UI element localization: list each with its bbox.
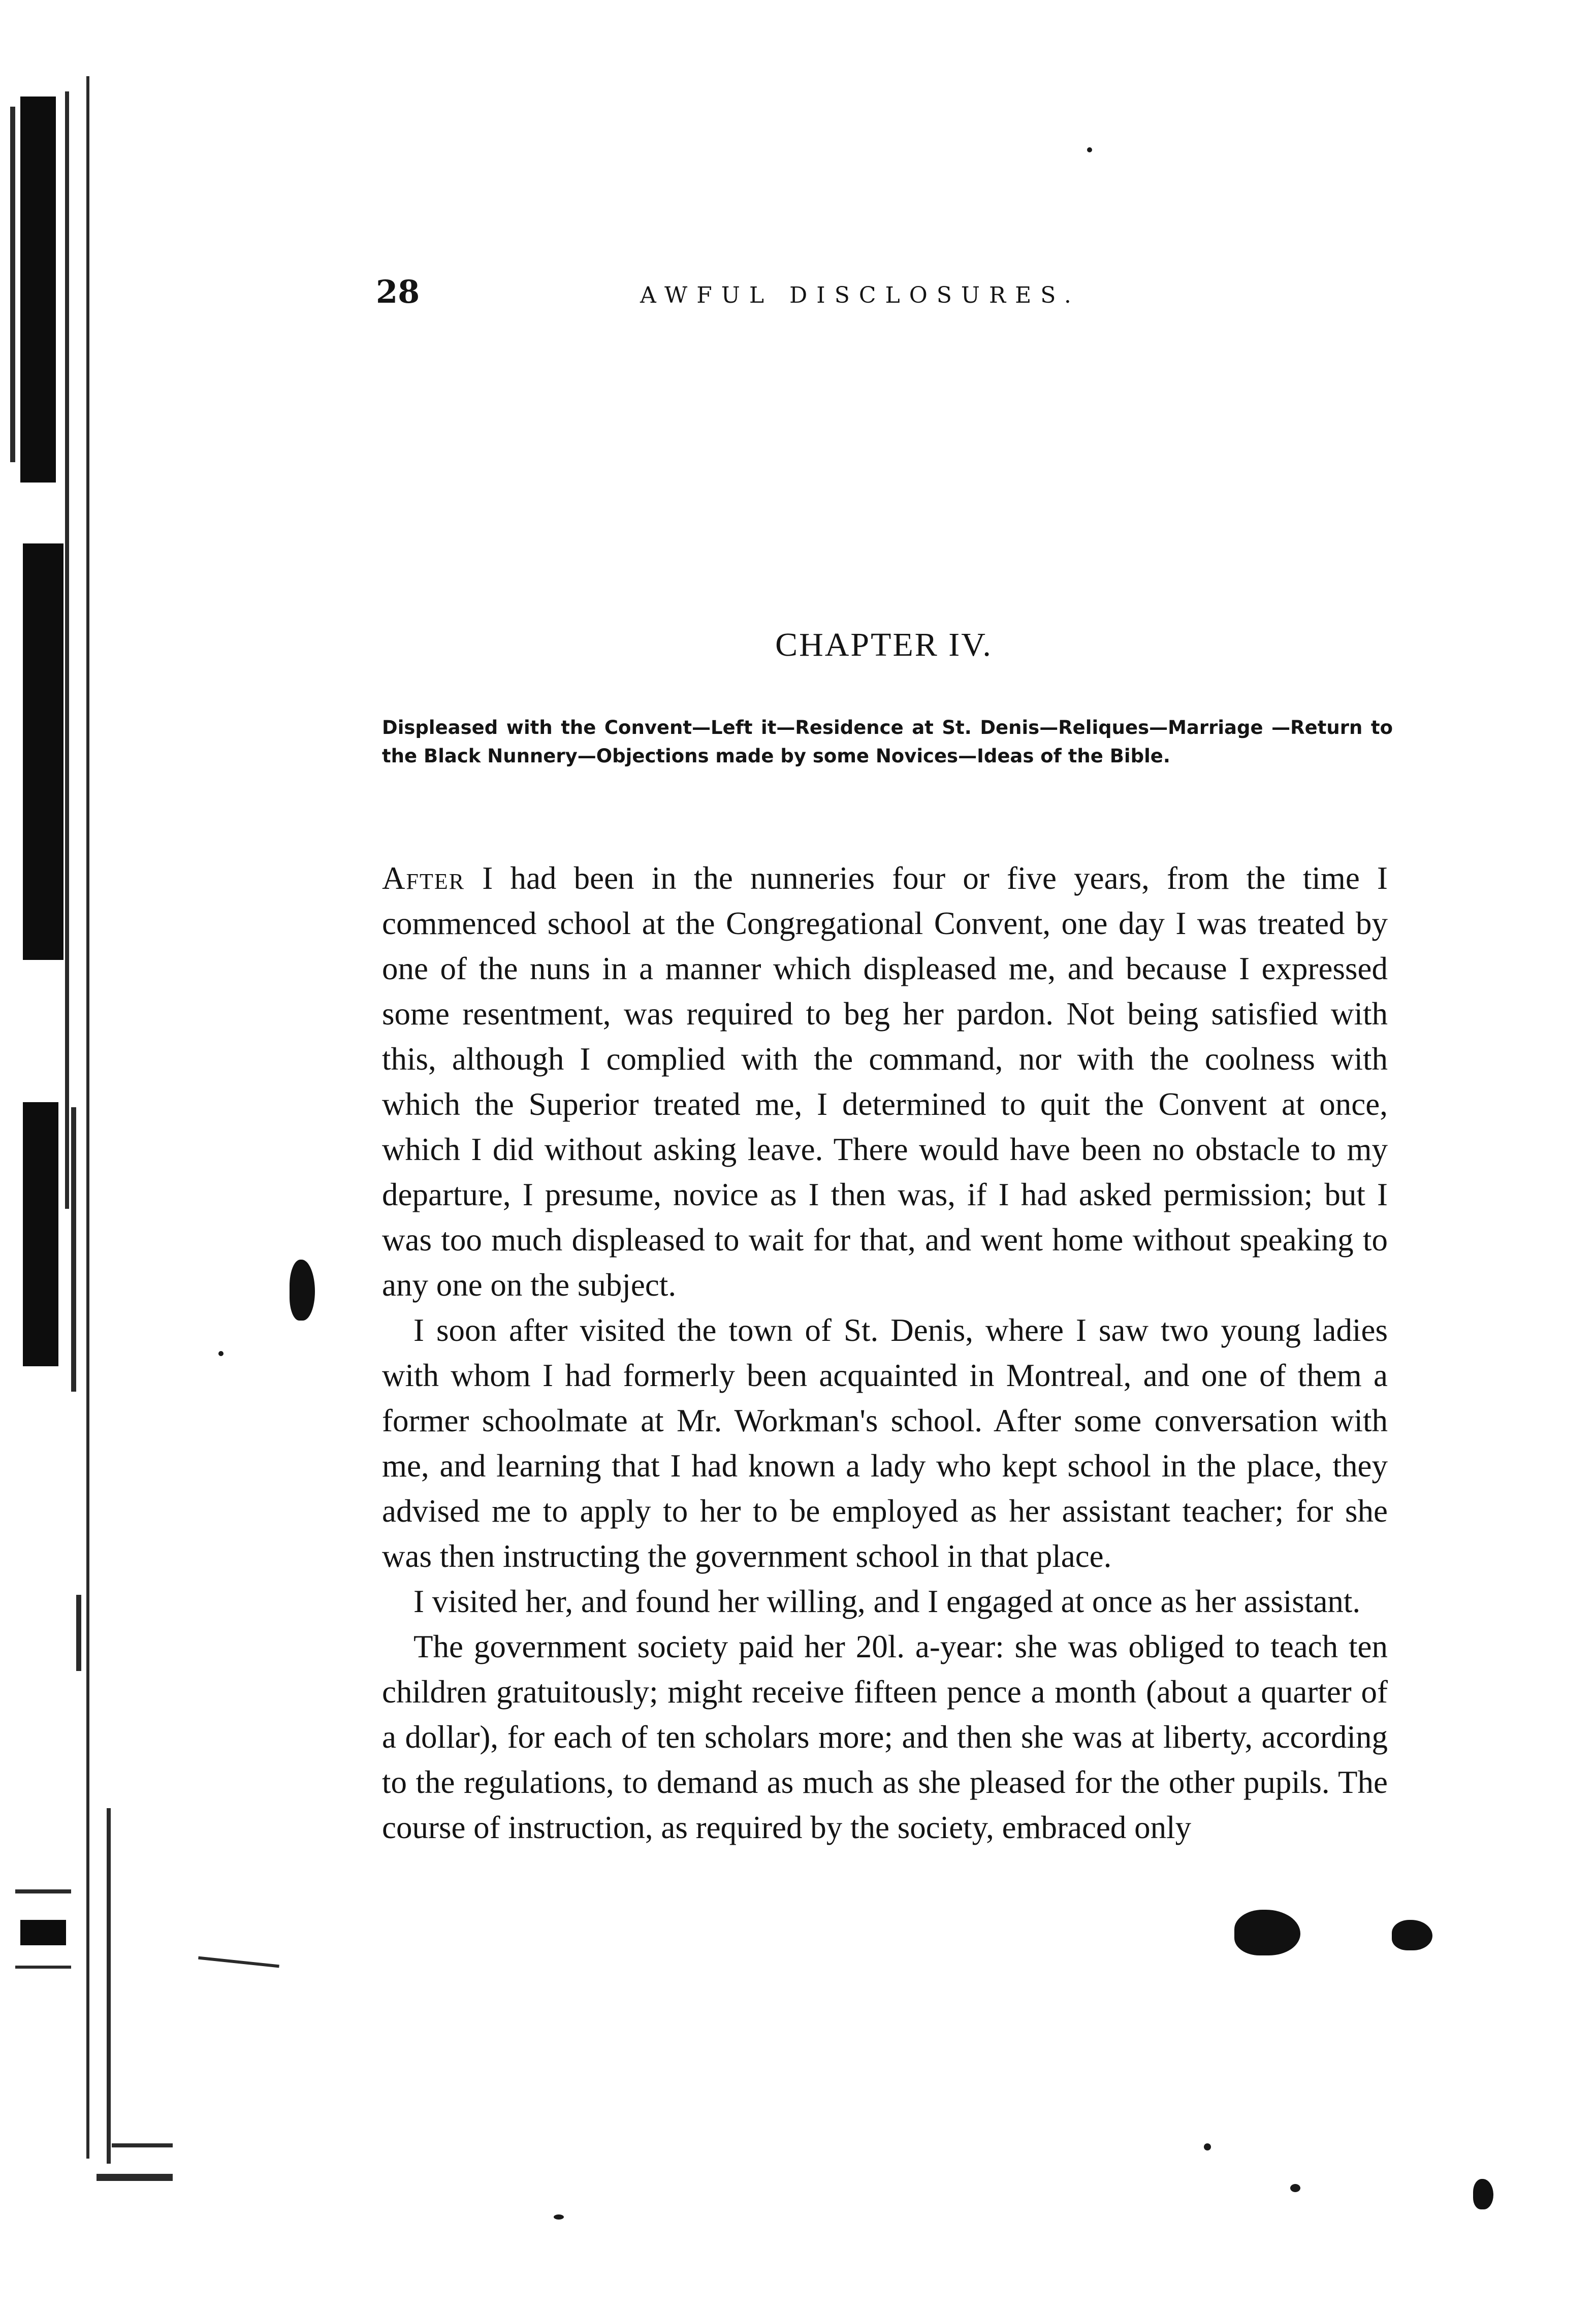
binding-line (65, 91, 69, 1209)
binding-line (10, 107, 15, 462)
paragraph (382, 856, 1388, 1308)
speck (1290, 2184, 1300, 2192)
ink-stain (1234, 1910, 1300, 1955)
binding-shadow-bar (20, 97, 56, 483)
running-head (376, 274, 1392, 320)
paragraph-text: I had been in the nunneries four or five years, from the time I commenced school at the Congregational Convent, one day I was treated by one of the nuns in a manner which displeased me, and because I expressed some resentment, was required to beg her pardon. Not being satisfied with this, although I complied with the command, nor with the coolness with which the Superior treated me, I determined to quit the Convent at once, which I did without asking leave. There would have been no obstacle to my departure, I presume, novice as I then was, if I had asked permission; but I was too much displeased to wait for that, and went home without speaking to any one on the subject. (382, 860, 1388, 1303)
binding-line (97, 2174, 173, 2181)
binding-shadow-bar (23, 543, 63, 960)
chapter-synopsis: Displeased with the Convent—Left it—Residence at St. Denis—Reliques—Marriage —Return to the Black Nunnery—Objections made by some Novices—Ideas of the Bible. (382, 717, 1393, 767)
binding-shadow-bar (23, 1102, 58, 1366)
binding-line (76, 1595, 81, 1671)
binding-line (107, 1808, 111, 2164)
paragraph-lead-word: After (382, 860, 465, 896)
binding-shadow-bar (20, 1920, 66, 1945)
speck (1087, 147, 1092, 152)
stray-mark (198, 1956, 279, 1968)
binding-line (112, 2143, 173, 2147)
paragraph: I visited her, and found her willing, and I engaged at once as her assistant. (413, 1584, 1361, 1619)
page-number: 28 (376, 273, 420, 310)
paragraph: The government society paid her 20l. a-year: she was obliged to teach ten children gratuitously; might receive fifteen pence a month (about a quarter of a dollar), for each of ten scholars more; and then she was at liberty, according to the regulations, to demand as much as she pleased for the other pupils. The course of instruction, as required by the society, embraced only (382, 1629, 1388, 1845)
speck (554, 2214, 564, 2220)
scan-binding-edge (0, 0, 183, 2313)
paragraph: I soon after visited the town of St. Denis, where I saw two young ladies with whom I had formerly been acquainted in Montreal, and one of them a former schoolmate at Mr. Workman's school. After some conversation with me, and learning that I had known a lady who kept school in the place, they advised me to apply to her to be employed as her assistant teacher; for she was then instructing the government school in that place. (382, 1312, 1388, 1574)
chapter-title: CHAPTER IV. (775, 626, 993, 663)
binding-line (86, 76, 89, 2159)
binding-line (71, 1107, 76, 1392)
ink-stain (1473, 2179, 1493, 2209)
binding-line (15, 1966, 71, 1969)
speck (218, 1351, 224, 1356)
ink-blot (290, 1260, 315, 1321)
running-title: AWFUL DISCLOSURES. (640, 282, 1080, 308)
ink-stain (1392, 1920, 1432, 1950)
binding-line (15, 1889, 71, 1893)
speck (1204, 2143, 1211, 2150)
body-text (382, 856, 1388, 1850)
